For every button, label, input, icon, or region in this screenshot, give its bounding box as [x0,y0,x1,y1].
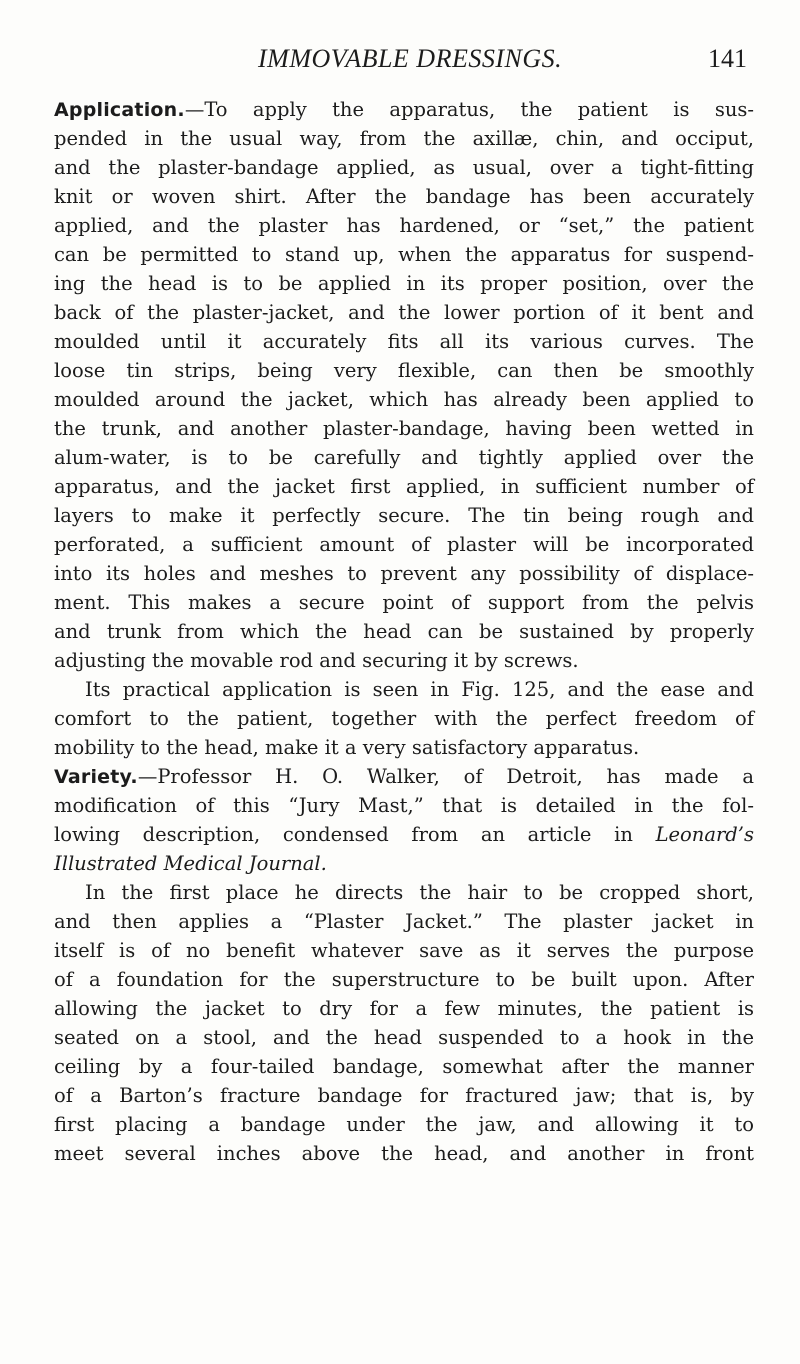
line-text: applied, and the plaster has hardened, or “set,” the patient [54,214,754,237]
text-line [54,1023,754,1052]
line-text: lowing description, condensed from an article in [54,823,656,846]
line-text: layers to make it perfectly secure. The tin being rough and [54,504,754,527]
text-line [54,1052,754,1081]
text-line [54,211,754,240]
line-text: ment. This makes a secure point of support from the pelvis [54,591,754,614]
text-line [54,472,754,501]
text-line [54,994,754,1023]
text-line [54,414,754,443]
line-text: and the plaster-bandage applied, as usual, over a tight-fitting [54,156,754,179]
line-text: —To apply the apparatus, the patient is sus- [184,98,754,121]
line-text: modification of this “Jury Mast,” that is detailed in the fol- [54,794,754,817]
line-text: and then applies a “Plaster Jacket.” The plaster jacket in [54,910,754,933]
line-text: the trunk, and another plaster-bandage, having been wetted in [54,417,754,440]
text-line [54,327,754,356]
run-in-heading: Application. [54,99,185,121]
line-text: adjusting the movable rod and securing it by screws. [54,649,579,672]
text-line [54,153,754,182]
line-text: In the first place he directs the hair to be cropped short, [85,881,754,904]
text-line [54,965,754,994]
line-text: moulded until it accurately fits all its various curves. The [54,330,754,353]
body-text [54,95,754,1168]
text-line [54,936,754,965]
text-line [54,240,754,269]
line-text: allowing the jacket to dry for a few minutes, the patient is [54,997,754,1020]
line-text: back of the plaster-jacket, and the lower portion of it bent and [54,301,754,324]
line-text: knit or woven shirt. After the bandage has been accurately [54,185,754,208]
line-text: meet several inches above the head, and another in front [54,1142,754,1165]
text-line [54,762,754,791]
running-head: IMMOVABLE DRESSINGS. [258,44,563,73]
line-text: comfort to the patient, together with the perfect freedom of [54,707,754,730]
text-line [54,385,754,414]
text-line [54,298,754,327]
text-line [54,356,754,385]
line-text: —Professor H. O. Walker, of Detroit, has made a [137,765,754,788]
line-text: loose tin strips, being very flexible, can then be smoothly [54,359,754,382]
line-text: mobility to the head, make it a very satisfactory apparatus. [54,736,640,759]
line-text: seated on a stool, and the head suspended to a hook in the [54,1026,754,1049]
line-text: alum-water, is to be carefully and tightly applied over the [54,446,754,469]
page-header [0,44,800,74]
text-line [54,1139,754,1168]
text-line [54,501,754,530]
text-line [54,646,754,675]
text-line [54,820,754,849]
line-text: perforated, a sufficient amount of plaster will be incorporated [54,533,754,556]
line-text: pended in the usual way, from the axillæ, chin, and occiput, [54,127,754,150]
text-line [54,530,754,559]
line-text: itself is of no benefit whatever save as it serves the purpose [54,939,754,962]
line-text: ceiling by a four-tailed bandage, somewhat after the manner [54,1055,754,1078]
text-line [54,907,754,936]
text-line [54,1081,754,1110]
italic-title: Leonard’s [655,823,754,846]
run-in-heading: Variety. [54,766,138,788]
italic-title: Illustrated Medical Journal. [54,852,327,875]
line-text: into its holes and meshes to prevent any possibility of displace- [54,562,754,585]
line-text: apparatus, and the jacket first applied, in sufficient number of [54,475,754,498]
line-text: and trunk from which the head can be sustained by properly [54,620,754,643]
text-line [54,878,754,907]
line-text: Its practical application is seen in Fig. 125, and the ease and [85,678,754,701]
text-line [54,588,754,617]
text-line [54,791,754,820]
text-line [54,1110,754,1139]
line-text: can be permitted to stand up, when the apparatus for suspend- [54,243,754,266]
page-number: 141 [708,44,747,73]
line-text: ing the head is to be applied in its proper position, over the [54,272,754,295]
text-line [54,849,754,878]
line-text: of a foundation for the superstructure to be built upon. After [54,968,754,991]
text-line [54,443,754,472]
text-line [54,182,754,211]
text-line [54,269,754,298]
text-line [54,617,754,646]
line-text: first placing a bandage under the jaw, and allowing it to [54,1113,754,1136]
text-line [54,559,754,588]
text-line [54,124,754,153]
line-text: of a Barton’s fracture bandage for fractured jaw; that is, by [54,1084,754,1107]
text-line [54,95,754,124]
text-line [54,704,754,733]
line-text: moulded around the jacket, which has already been applied to [54,388,754,411]
text-line [54,675,754,704]
text-line [54,733,754,762]
